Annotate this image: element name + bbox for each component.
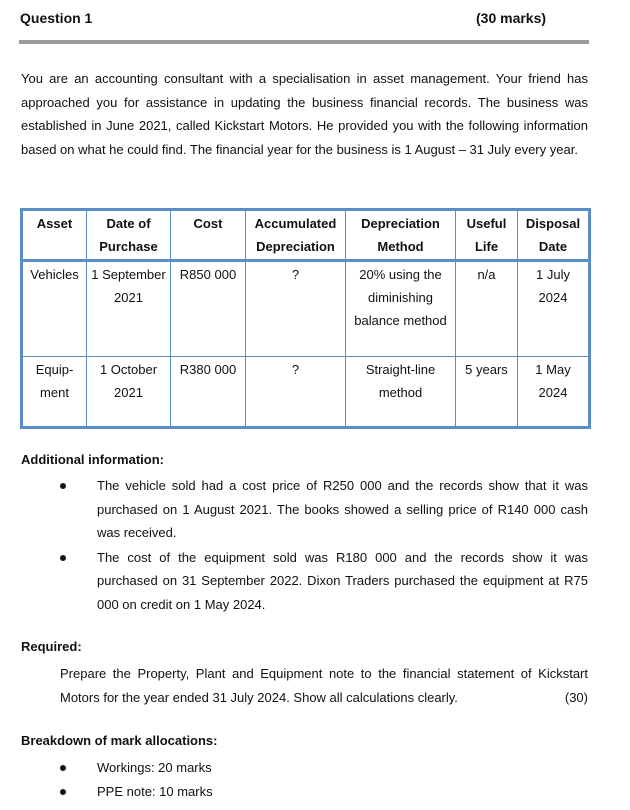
col-header-cost: Cost [171,210,246,261]
required-text: Prepare the Property, Plant and Equipment note to the financial statement of Kickstart Motors for the year ended 31 July 2024. Show all calculations clearly. [60,666,588,705]
cell-asset: Vehicles [22,261,87,357]
cell-depreciation-method: 20% using the diminishing balance method [346,261,456,357]
asset-table [20,208,591,429]
col-header-asset: Asset [22,210,87,261]
col-header-disposal-date: Disposal Date [518,210,590,261]
cell-asset: Equip-ment [22,357,87,428]
list-item [60,756,360,780]
col-header-useful-life: Useful Life [456,210,518,261]
table-row [22,261,590,357]
required-marks: (30) [564,689,588,705]
table-row [22,357,590,428]
required-heading: Required: [21,639,82,654]
cell-disposal-date: 1 May 2024 [518,357,590,428]
required-text-block [60,662,588,709]
cell-accumulated-depreciation: ? [246,261,346,357]
list-item-text: The cost of the equipment sold was R180 000 and the records show it was purchased on 31 September 2022. Dixon Traders purchased the equipment at R75 000 on credit on 1 May 2024. [97,549,588,612]
bullet-icon [60,555,66,561]
question-title: Question 1 [20,10,93,26]
bullet-icon [60,765,66,771]
list-item [60,546,588,617]
cell-cost: R850 000 [171,261,246,357]
col-header-depreciation-method: Depreciation Method [346,210,456,261]
bullet-icon [60,789,66,795]
additional-info-heading: Additional information: [21,452,164,467]
list-item-text: The vehicle sold had a cost price of R250 000 and the records show that it was purchased on 1 August 2021. The books showed a selling price of R140 000 cash was received. [97,478,588,540]
question-marks: (30 marks) [476,10,547,26]
cell-depreciation-method: Straight-line method [346,357,456,428]
cell-useful-life: 5 years [456,357,518,428]
cell-useful-life: n/a [456,261,518,357]
table-header-row [22,210,590,261]
col-header-date-of-purchase: Date of Purchase [87,210,171,261]
intro-paragraph: You are an accounting consultant with a specialisation in asset management. Your friend has approached you for assistance in updating the business financial records. The business was established in June 2021, called Kickstart Motors. He provided you with the following information based on what he could find. The financial year for the business is 1 August – 31 July every year. [21,71,588,157]
col-header-accumulated-depreciation: Accumulated Depreciation [246,210,346,261]
cell-disposal-date: 1 July 2024 [518,261,590,357]
cell-cost: R380 000 [171,357,246,428]
list-item-text: PPE note: 10 marks [97,783,213,799]
list-item [60,474,588,545]
cell-date-of-purchase: 1 September 2021 [87,261,171,357]
bullet-icon [60,483,66,489]
list-item [60,780,360,804]
header-divider [19,40,589,44]
breakdown-list [60,756,360,803]
breakdown-heading: Breakdown of mark allocations: [21,733,218,748]
additional-info-list [60,474,588,616]
cell-accumulated-depreciation: ? [246,357,346,428]
cell-date-of-purchase: 1 October 2021 [87,357,171,428]
list-item-text: Workings: 20 marks [97,760,212,775]
